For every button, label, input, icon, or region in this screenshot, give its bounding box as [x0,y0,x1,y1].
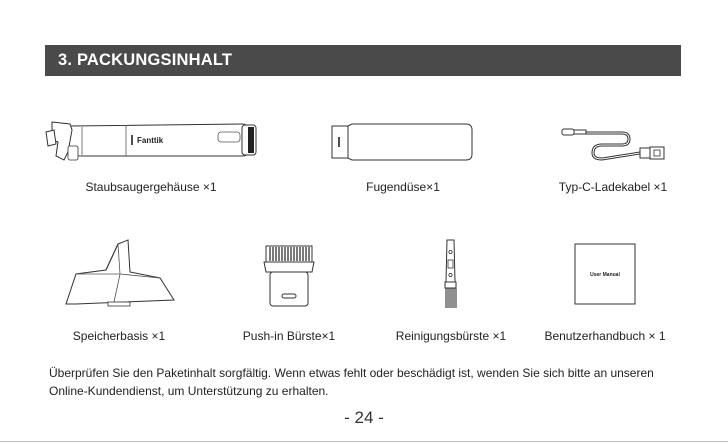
item-label-vacuum-body: Staubsaugergehäuse ×1 [85,180,217,194]
item-label-storage-base: Speicherbasis ×1 [72,329,166,343]
user-manual-icon [573,242,637,306]
item-label-cleaning-brush: Reinigungsbürste ×1 [395,329,507,343]
note-line-2: Online-Kundendienst, um Unterstützung zu erhalten. [49,384,329,398]
section-header [45,45,681,76]
storage-base-icon [62,238,182,310]
push-in-brush-icon [258,244,320,310]
note-line-1: Überprüfen Sie den Paketinhalt sorgfältig. Wenn etwas fehlt oder beschädigt ist, wenden Sie sich bitte an unseren [49,366,654,380]
manual-cover-text: User Manual [590,272,620,278]
page-number: - 24 - [344,408,384,427]
item-label-user-manual: Benutzerhandbuch × 1 [544,329,666,343]
instruction-note [49,364,699,400]
brand-logo: Fanttik [137,136,164,145]
crevice-nozzle-icon [330,122,475,162]
item-label-crevice-nozzle: Fugendüse×1 [366,180,440,194]
item-label-usb-c-cable: Typ-C-Ladekabel ×1 [558,180,668,194]
usb-c-cable-icon [560,122,670,167]
bottom-divider [0,441,728,442]
item-label-push-in-brush: Push-in Bürste×1 [242,329,336,343]
vacuum-body-icon [42,112,267,167]
section-title: 3. PACKUNGSINHALT [58,51,233,69]
cleaning-brush-icon [438,238,464,314]
